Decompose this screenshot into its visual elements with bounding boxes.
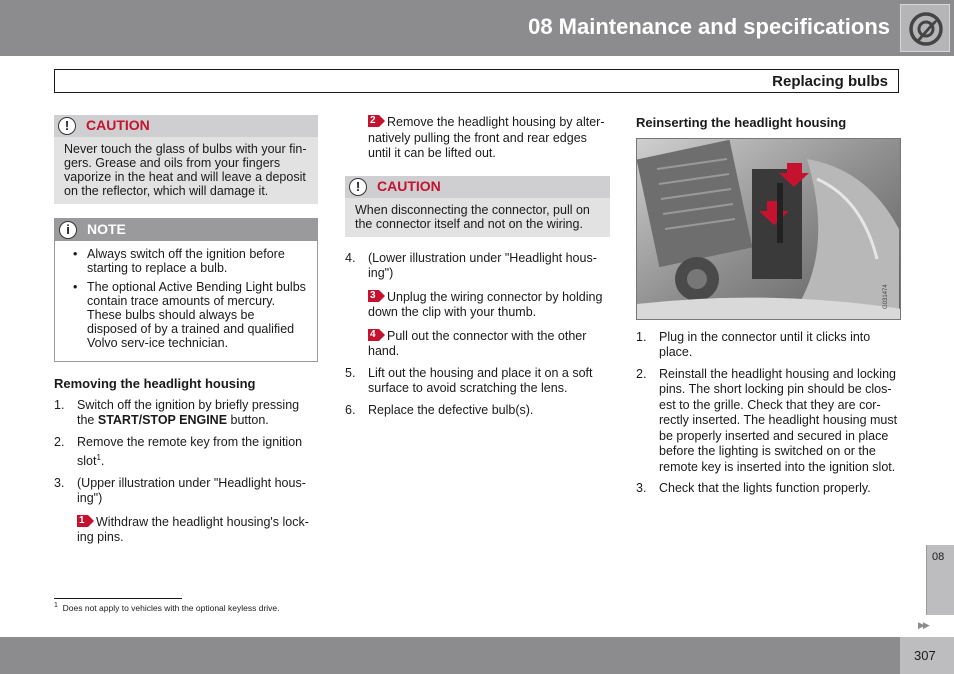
step-text: (Upper illustration under "Headlight hous-ing") — [77, 475, 306, 506]
step-text: Check that the lights function properly. — [659, 481, 871, 495]
removing-heading: Removing the headlight housing — [54, 376, 256, 391]
footnote-mark: 1 — [54, 602, 58, 609]
step-number: 1. — [54, 397, 65, 412]
step-6 — [345, 403, 610, 419]
footer-band — [0, 637, 954, 674]
step-2 — [636, 367, 900, 476]
step-3 — [54, 476, 318, 507]
step-number: 3. — [636, 481, 647, 495]
bullet-dot: • — [73, 247, 78, 261]
page-number: 307 — [914, 648, 936, 663]
step-4 — [345, 251, 610, 282]
sub-step-text: Remove the headlight housing by alter-natively pulling the front and rear edges until it can be lifted out. — [368, 115, 605, 160]
step-text-part: button. — [227, 413, 269, 427]
right-column — [636, 115, 900, 497]
sub-step-text: Pull out the connector with the other hand. — [368, 328, 587, 358]
sub-step-4 — [368, 329, 610, 360]
arrow-marker-icon — [368, 329, 385, 341]
next-page-arrows-icon[interactable]: ▶▶ — [918, 620, 928, 630]
step-text: Plug in the connector until it clicks into place. — [659, 329, 871, 359]
exclamation-icon: ! — [349, 178, 367, 196]
section-header — [54, 69, 899, 93]
start-stop-engine-label: START/STOP ENGINE — [97, 413, 228, 427]
step-number: 1. — [636, 329, 647, 344]
step-number: 2. — [636, 366, 647, 381]
step-number: 3. — [54, 475, 65, 490]
marker-number: 2 — [370, 115, 376, 126]
step-number: 5. — [345, 365, 356, 380]
step-2 — [54, 435, 318, 470]
arrow-marker-icon — [77, 515, 94, 527]
note-header — [55, 219, 317, 241]
note-bullet-text: Always switch off the ignition before starting to replace a bulb. — [87, 247, 285, 275]
section-title: Replacing bulbs — [772, 73, 888, 90]
footnote-ref[interactable]: 1 — [96, 453, 101, 462]
footnote-divider — [54, 598, 182, 599]
step-text — [77, 435, 318, 470]
step-text: Lift out the housing and place it on a soft surface to avoid scratching the lens. — [368, 365, 593, 395]
left-column — [54, 115, 318, 546]
step-number: 4. — [345, 250, 356, 265]
engine-bay-photo — [636, 138, 901, 320]
note-bullet-text: The optional Active Bending Light bulbs contain trace amounts of mercury. These bulbs should always be disposed of by a trained and qualified Volvo serv-ice technician. — [87, 280, 306, 350]
caution-label: CAUTION — [377, 177, 441, 194]
sub-step-1 — [77, 515, 318, 546]
page-number-box — [900, 637, 954, 674]
note-box — [54, 218, 318, 362]
footnote — [54, 602, 280, 613]
step-3 — [636, 481, 900, 497]
note-body — [55, 241, 317, 361]
step-1 — [54, 398, 318, 429]
step-1 — [636, 330, 900, 361]
exclamation-icon: ! — [58, 117, 76, 135]
footnote-text: Does not apply to vehicles with the optional keyless drive. — [62, 602, 280, 613]
chapter-side-tab[interactable] — [926, 545, 954, 615]
step-text-part: Switch off the ignition by briefly pressing the — [77, 397, 300, 427]
step-text: Replace the defective bulb(s). — [368, 402, 534, 417]
sub-step-2 — [368, 115, 610, 162]
note-bullet — [65, 247, 307, 275]
step-number: 6. — [345, 402, 356, 417]
step-number: 2. — [54, 434, 65, 449]
marker-number: 4 — [370, 328, 376, 340]
caution-header — [345, 176, 610, 198]
step-text-part: Remove the remote key from the ignition slot — [77, 434, 303, 469]
caution-text: When disconnecting the connector, pull on the connector itself and not on the wiring. — [355, 202, 590, 231]
wrench-gear-icon — [900, 4, 950, 52]
middle-column — [345, 115, 610, 418]
note-label: NOTE — [87, 221, 126, 238]
step-text — [77, 398, 318, 429]
image-code: G031474 — [883, 283, 889, 309]
reinserting-heading: Reinserting the headlight housing — [636, 115, 847, 130]
note-bullet — [65, 280, 307, 350]
caution-box — [345, 176, 610, 237]
step-text: (Lower illustration under "Headlight hous-ing") — [368, 250, 597, 280]
chapter-title: 08 Maintenance and specifications — [528, 14, 890, 39]
arrow-marker-icon — [368, 115, 385, 127]
marker-number: 3 — [370, 289, 376, 301]
step-text: Reinstall the headlight housing and locking pins. The short locking pin should be clos-est to the grille. Check that they are cor-rectly inserted. The headlight housing must be properly inserted and secured in place before the lighting is switched on or the remote key is inserted into the ignition slot. — [659, 366, 898, 474]
step-text-part: . — [100, 454, 105, 469]
sub-step-3 — [368, 290, 610, 321]
sub-step-text: Unplug the wiring connector by holding down the clip with your thumb. — [368, 289, 603, 319]
step-5 — [345, 366, 610, 397]
arrow-marker-icon — [368, 290, 385, 302]
caution-label: CAUTION — [86, 117, 150, 134]
bullet-dot: • — [73, 280, 78, 294]
sub-step-text: Withdraw the headlight housing's lock-ing pins. — [77, 514, 309, 545]
caution-text: Never touch the glass of bulbs with your fin-gers. Grease and oils from your fingers vaporize in the heat and will leave a deposit on the reflector, which will damage it. — [64, 142, 307, 198]
info-icon: i — [59, 221, 77, 239]
caution-box — [54, 115, 318, 204]
marker-number: 1 — [79, 514, 85, 526]
side-tab-label: 08 — [932, 551, 945, 563]
caution-header — [54, 115, 318, 137]
